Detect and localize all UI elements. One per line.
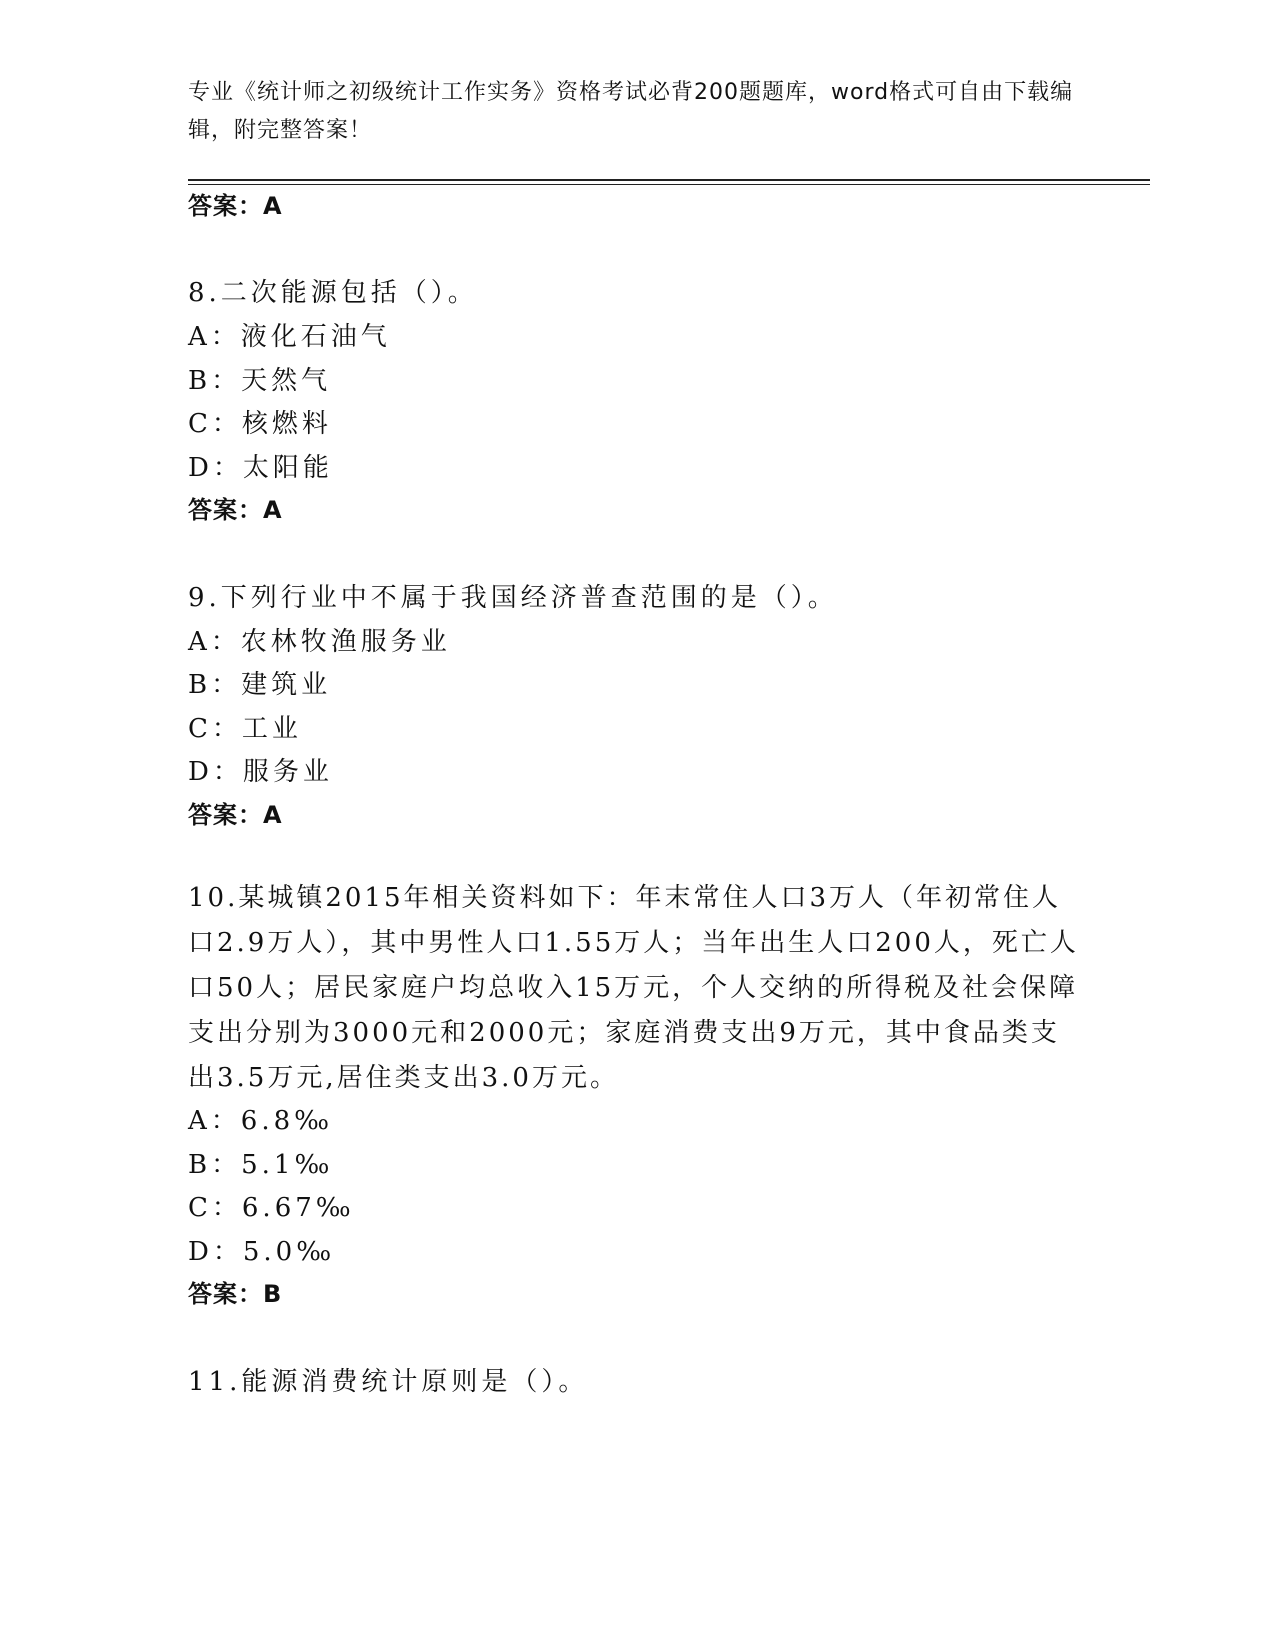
question-10-option-a: A：6.8‰	[188, 1106, 334, 1136]
question-8-stem: 8.二次能源包括（）。	[188, 278, 478, 308]
question-9-option-c: C：工业	[188, 714, 302, 744]
question-8-option-a: A：液化石油气	[188, 322, 391, 352]
question-10-answer: 答案：B	[188, 1280, 283, 1308]
question-10-option-b: B：5.1‰	[188, 1150, 334, 1180]
question-11-stem: 11.能源消费统计原则是（）。	[188, 1367, 589, 1397]
header-note: 专业《统计师之初级统计工作实务》资格考试必背200题题库，word格式可自由下载编辑，附完整答案！	[188, 80, 1074, 143]
question-10-option-c: C：6.67‰	[188, 1193, 355, 1223]
question-10-option-d: D：5.0‰	[188, 1237, 336, 1267]
question-9-option-a: A：农林牧渔服务业	[188, 627, 451, 657]
question-8-option-c: C：核燃料	[188, 409, 332, 439]
answer-prev: 答案：A	[188, 192, 283, 220]
question-9-answer: 答案：A	[188, 801, 283, 829]
question-8-option-d: D：太阳能	[188, 453, 333, 483]
header-divider	[188, 179, 1150, 181]
question-8-option-b: B：天然气	[188, 366, 332, 396]
question-10-stem: 10.某城镇2015年相关资料如下：年末常住人口3万人（年初常住人口2.9万人），其中男性人口1.55万人；当年出生人口200人，死亡人口50人；居民家庭户均总收入15万元，个人交纳的所得税及社会保障支出分别为3000元和2000元；家庭消费支出9万元，其中食品类支出3.5万元,居住类支出3.0万元。	[188, 883, 1079, 1093]
question-9-stem: 9.下列行业中不属于我国经济普查范围的是（）。	[188, 583, 838, 613]
question-8-answer: 答案：A	[188, 496, 283, 524]
question-9-option-d: D：服务业	[188, 757, 333, 787]
header-divider-thin	[188, 184, 1150, 185]
question-9-option-b: B：建筑业	[188, 670, 332, 700]
